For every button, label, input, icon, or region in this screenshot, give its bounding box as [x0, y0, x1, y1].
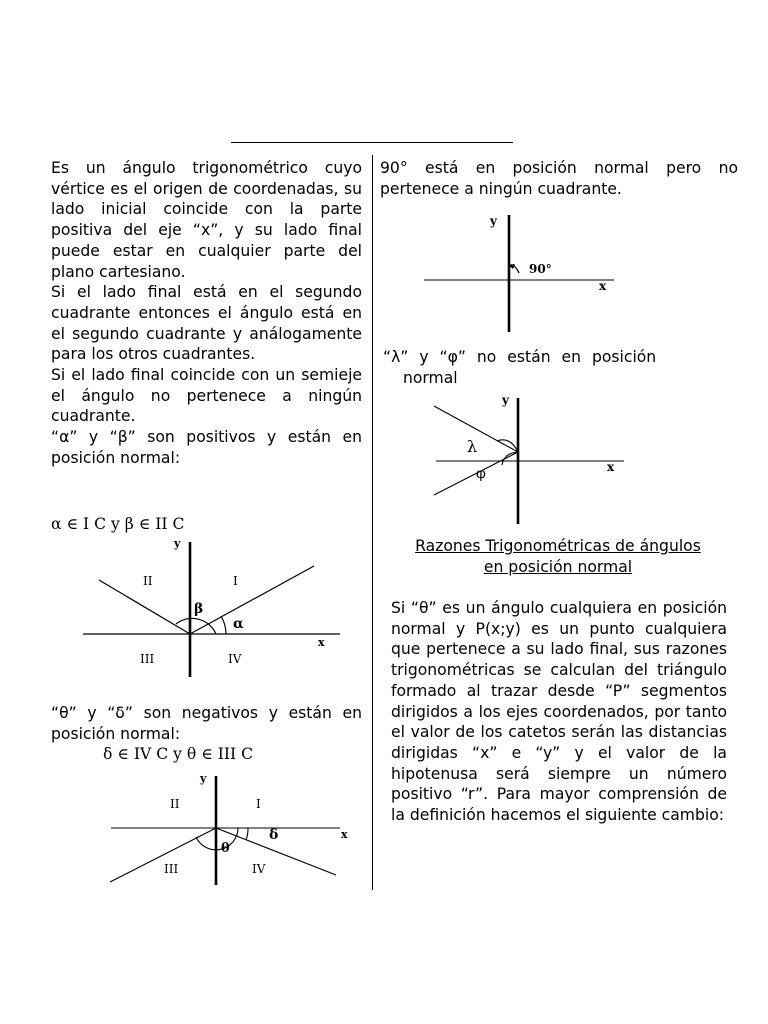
quadrant-label-ii: II: [143, 574, 153, 588]
y-axis-label: y: [490, 214, 497, 228]
delta-label: δ: [269, 827, 279, 843]
figure-alpha-beta: [80, 535, 360, 680]
quadrant-label-iv: IV: [228, 652, 242, 666]
x-axis-label: x: [341, 828, 348, 841]
x-axis-label: x: [599, 279, 607, 293]
y-axis-label: y: [174, 537, 181, 550]
phi-arc: [502, 452, 518, 465]
theta-label: θ: [221, 841, 230, 856]
quadrant-label-iv: IV: [252, 862, 266, 876]
lambda-phi-text-line2: normal: [403, 369, 458, 387]
figure-theta-delta: [108, 770, 358, 885]
quadrant-label-iii: III: [164, 862, 179, 876]
beta-label: β: [194, 601, 204, 617]
x-axis-label: x: [318, 636, 325, 649]
ninety-degree-text: 90° está en posición normal pero no pertenece a ningún cuadrante.: [380, 159, 738, 198]
theta-delta-text: “θ” y “δ” son negativos y están en posición normal:: [51, 704, 362, 743]
quadrant-label-i: I: [233, 574, 238, 588]
lambda-label: λ: [467, 437, 478, 456]
figure-lambda-phi: [432, 392, 632, 527]
quadrant-label-i: I: [256, 797, 261, 811]
phi-label: φ: [476, 466, 486, 482]
alpha-label: α: [233, 616, 244, 632]
section-heading: Razones Trigonométricas de ángulos en posición normal: [415, 537, 701, 576]
beta-terminal-side: [99, 580, 190, 634]
title-rule: [231, 142, 513, 143]
beta-arc: [176, 618, 216, 634]
definition-text: Es un ángulo trigonométrico cuyo vértice es el origen de coordenadas, su lado inicial coincide con la parte positiva del eje “x”, y su lado final puede estar en cualquier parte del plano cartesiano. Si el lado final está en el segundo cuadrante entonces el ángulo está en el segundo cuadrante y análogamente para los otros cuadrantes. Si el lado final coincide con un semieje el ángulo no pertenece a ningún cuadrante. “α” y “β” son positivos y están en posición normal:: [51, 159, 362, 467]
figure-ninety-degrees: [424, 210, 624, 335]
theta-delta-membership: δ ∈ IV C y θ ∈ III C: [103, 745, 254, 763]
delta-arc: [246, 828, 248, 840]
alpha-arc: [221, 616, 226, 634]
quadrant-label-iii: III: [140, 652, 155, 666]
theta-terminal-side: [110, 828, 216, 882]
column-divider: [372, 155, 373, 890]
angle-label: 90°: [529, 262, 552, 276]
section-body-text: Si “θ” es un ángulo cualquiera en posición normal y P(x;y) es un punto cualquiera que pertenece a su lado final, sus razones trigonométricas se calculan del triángulo formado al trazar desde “P” segmentos dirigidos a los ejes coordenados, por tanto el valor de los catetos serán las distancias dirigidas “x” e “y” y el valor de la hipotenusa será siempre un número positivo “r”. Para mayor comprensión de la definición hacemos el siguiente cambio:: [391, 599, 727, 825]
alpha-beta-membership: α ∈ I C y β ∈ II C: [51, 515, 185, 533]
y-axis-label: y: [200, 772, 207, 785]
x-axis-label: x: [607, 460, 615, 474]
lambda-phi-text-line1: “λ” y “φ” no están en posición: [383, 348, 657, 366]
y-axis-label: y: [502, 393, 509, 407]
quadrant-label-ii: II: [170, 797, 180, 811]
